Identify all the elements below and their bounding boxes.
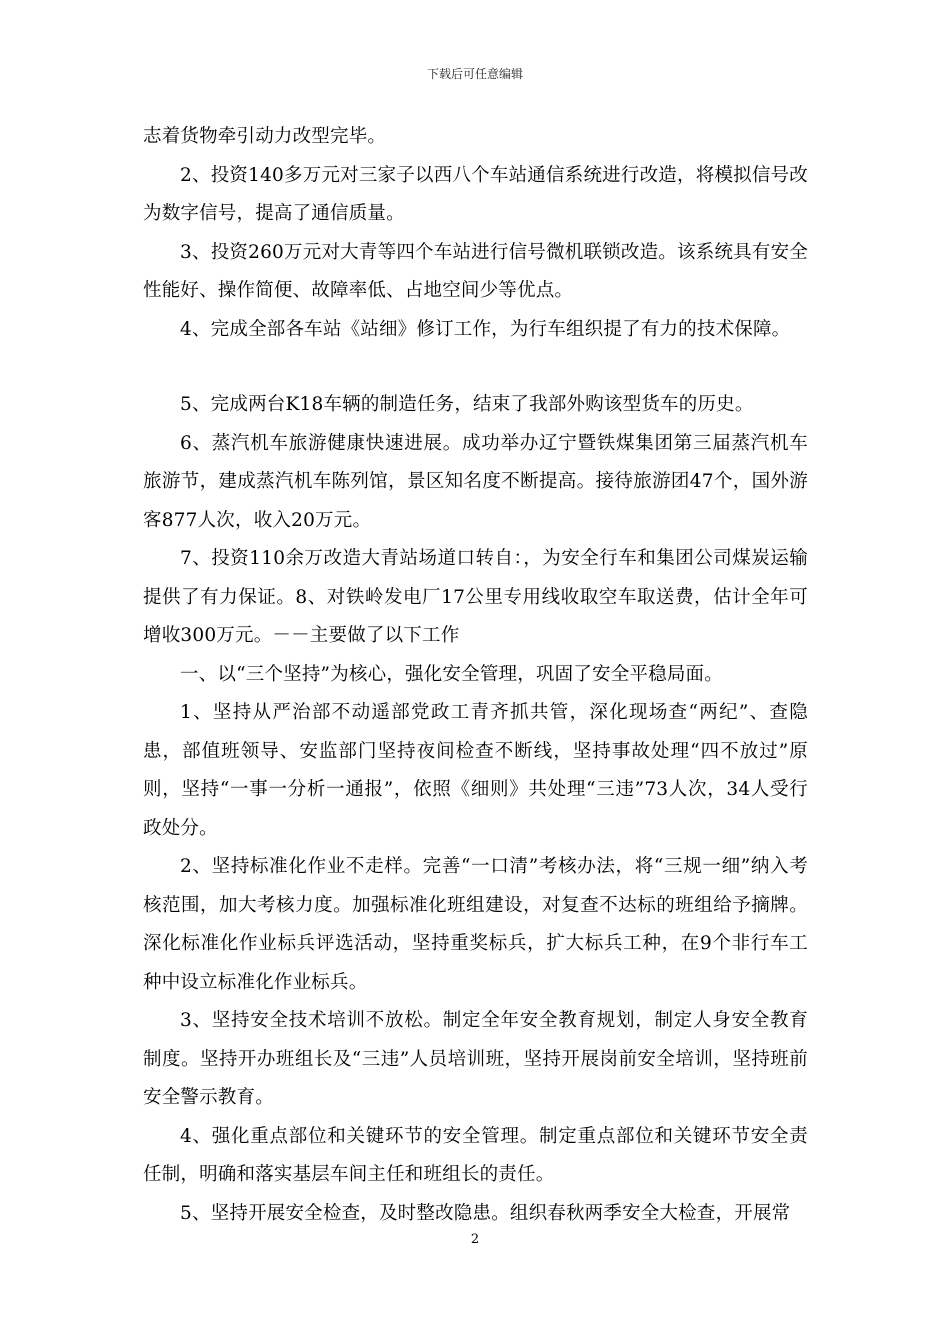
paragraph: 5、完成两台K18车辆的制造任务，结束了我部外购该型货车的历史。 bbox=[180, 394, 754, 415]
paragraph: 6、蒸汽机车旅游健康快速进展。成功举办辽宁暨铁煤集团第三届蒸汽机车旅游节，建成蒸汽机车陈列馆，景区知名度不断提高。接待旅游团47个，国外游客877人次，收入20万元。 bbox=[143, 432, 808, 531]
document-body bbox=[143, 118, 808, 1233]
paragraph: 7、投资110余万改造大青站场道口转自：，为安全行车和集团公司煤炭运输提供了有力保证。8、对铁岭发电厂17公里专用线收取空车取送费，估计全年可增收300万元。－－主要做了以下工作 bbox=[143, 548, 808, 646]
paragraph: 2、投资140多万元对三家子以西八个车站通信系统进行改造，将模拟信号改为数字信号，提高了通信质量。 bbox=[143, 164, 808, 224]
section-heading: 一、以“三个坚持”为核心，强化安全管理，巩固了安全平稳局面。 bbox=[180, 663, 723, 685]
page-header: 下载后可任意编辑 bbox=[426, 67, 523, 81]
paragraph: 3、投资260万元对大青等四个车站进行信号微机联锁改造。该系统具有安全性能好、操作简便、故障率低、占地空间少等优点。 bbox=[143, 241, 808, 301]
page-number: 2 bbox=[470, 1232, 480, 1247]
paragraph: 2、坚持标准化作业不走样。完善“一口清”考核办法，将“三规一细”纳入考核范围，加大考核力度。加强标准化班组建设，对复查不达标的班组给予摘牌。深化标准化作业标兵评选活动，坚持重奖标兵，扩大标兵工种，在9个非行车工种中设立标准化作业标兵。 bbox=[143, 856, 808, 993]
paragraph: 4、完成全部各车站《站细》修订工作，为行车组织提了有力的技术保障。 bbox=[180, 318, 791, 340]
paragraph: 5、坚持开展安全检查，及时整改隐患。组织春秋两季安全大检查，开展常 bbox=[180, 1202, 791, 1224]
paragraph: 1、坚持从严治部不动遥部党政工青齐抓共管，深化现场查“两纪”、查隐患，部值班领导、安监部门坚持夜间检查不断线，坚持事故处理“四不放过”原则，坚持“一事一分析一通报”，依照《细则》共处理“三违”73人次，34人受行政处分。 bbox=[143, 702, 808, 839]
paragraph: 3、坚持安全技术培训不放松。制定全年安全教育规划，制定人身安全教育制度。坚持开办班组长及“三违”人员培训班，坚持开展岗前安全培训，坚持班前安全警示教育。 bbox=[143, 1010, 808, 1108]
paragraph: 4、强化重点部位和关键环节的安全管理。制定重点部位和关键环节安全责任制，明确和落实基层车间主任和班组长的责任。 bbox=[143, 1125, 808, 1185]
paragraph: 志着货物牵引动力改型完毕。 bbox=[143, 126, 387, 147]
